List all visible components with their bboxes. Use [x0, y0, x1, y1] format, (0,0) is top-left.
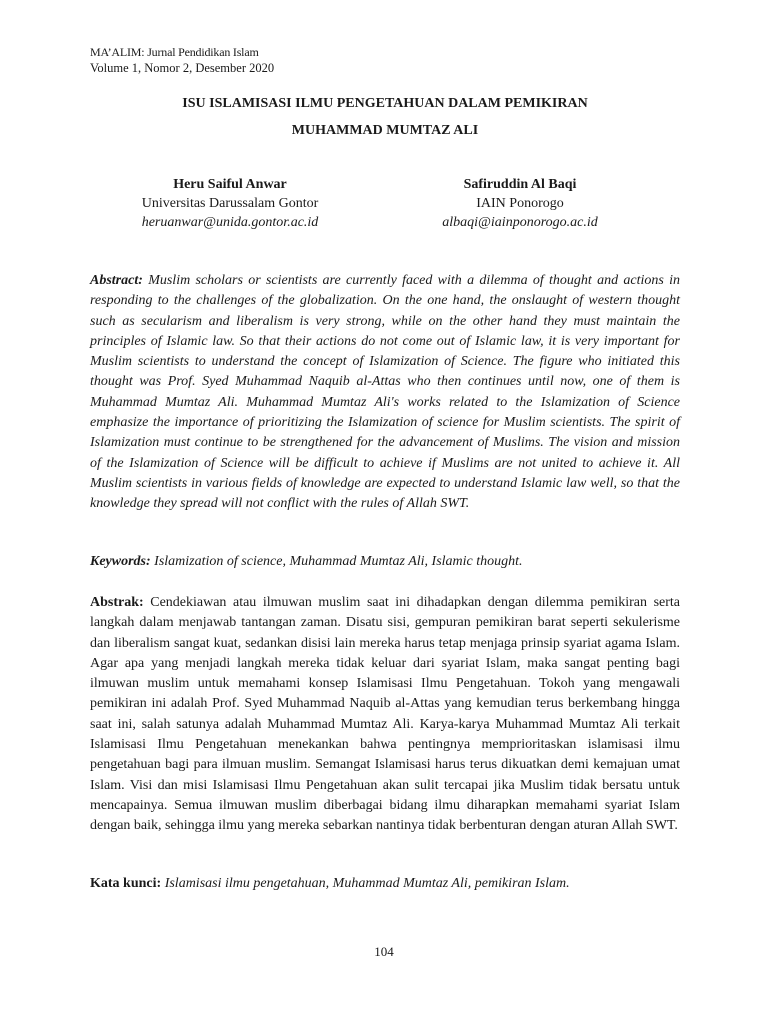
kata-kunci-text: Islamisasi ilmu pengetahuan, Muhammad Mumtaz Ali, pemikiran Islam.	[164, 876, 570, 891]
journal-name: MA’ALIM: Jurnal Pendidikan Islam	[90, 45, 259, 59]
paper-title-line-2: MUHAMMAD MUMTAZ ALI	[291, 123, 479, 138]
author-block-2	[370, 175, 670, 232]
journal-volume: Volume 1, Nomor 2, Desember 2020	[90, 61, 275, 75]
journal-header	[90, 44, 274, 76]
keywords-text: Islamization of science, Muhammad Mumtaz Ali, Islamic thought.	[154, 554, 523, 569]
author-affiliation: IAIN Ponorogo	[476, 196, 564, 211]
author-email: albaqi@iainponorogo.ac.id	[442, 215, 598, 230]
author-affiliation: Universitas Darussalam Gontor	[141, 196, 319, 211]
paper-title-line-1: ISU ISLAMISASI ILMU PENGETAHUAN DALAM PEMIKIRAN	[182, 96, 588, 111]
abstrak-label: Abstrak:	[90, 595, 144, 610]
author-name: Safiruddin Al Baqi	[463, 177, 577, 192]
abstrak-text: Cendekiawan atau ilmuwan muslim saat ini dihadapkan dengan dilemma pemikiran serta langkah dalam menjawab tantangan zaman. Disatu sisi, gempuran pemikiran barat seperti sekulerisme dan liberalism sangat kuat, sedankan disisi lain mereka harus tetap menjaga prinsip syariat agama Islam. Agar apa yang menjadi langkah mereka tidak keluar dari syariat Islam, maka sangat penting bagi ilmuwan muslim untuk memahami konsep Islamisasi Ilmu Pengetahuan. Tokoh yang mengawali pemikiran ini adalah Prof. Syed Muhammad Naquib al-Attas yang kemudian terus berkembang hingga saat ini, salah satunya adalah Muhammad Mumtaz Ali. Karya-karya Muhammad Mumtaz Ali terkait Islamisasi Ilmu Pengetahuan menekankan bahwa pentingnya memprioritaskan islamisasi ilmu pengetahuan bagi para ilmuan muslim. Semangat Islamisasi harus terus dikuatkan demi kemajuan umat Islam. Visi dan misi Islamisasi Ilmu Pengetahuan akan sulit tercapai jika Muslim tidak bersatu untuk mencapainya. Semua ilmuwan muslim diberbagai bidang ilmu diharapkan memahami syariat Islam dengan baik, sehingga ilmu yang mereka sebarkan nantinya tidak berbenturan dengan aturan Allah SWT.	[90, 595, 681, 834]
abstract-english	[90, 271, 680, 515]
author-block-1	[80, 175, 380, 232]
keywords-label: Keywords:	[90, 554, 151, 569]
author-email: heruanwar@unida.gontor.ac.id	[141, 215, 319, 230]
abstract-text: Muslim scholars or scientists are currently faced with a dilemma of thought and actions in responding to the challenges of the globalization. On the one hand, the onslaught of western thought such as secularism and liberalism is very strong, while on the other hand they must maintain the principles of Islamic law. So that their actions do not come out of Islamic law, it is very important for Muslim scientists to understand the concept of Islamization of Science. The figure who initiated this thought was Prof. Syed Muhammad Naquib al-Attas who then continues until now, one of them is Muhammad Mumtaz Ali. Muhammad Mumtaz Ali's works related to the Islamization of Science emphasize the importance of prioritizing the Islamization of science for Muslim scientists. The spirit of Islamization must continue to be strengthened for the advancement of Muslims. The vision and mission of the Islamization of Science will be difficult to achieve if Muslims are not united to achieve it. All Muslim scientists in various fields of knowledge are expected to understand Islamic law well, so that the knowledge they spread will not conflict with the rules of Allah SWT.	[90, 273, 680, 512]
author-name: Heru Saiful Anwar	[173, 177, 287, 192]
kata-kunci	[90, 874, 680, 894]
page-number: 104	[374, 944, 394, 959]
abstract-label: Abstract:	[90, 273, 143, 288]
kata-kunci-label: Kata kunci:	[90, 876, 162, 891]
abstract-indonesian	[90, 593, 680, 837]
keywords	[90, 552, 680, 572]
